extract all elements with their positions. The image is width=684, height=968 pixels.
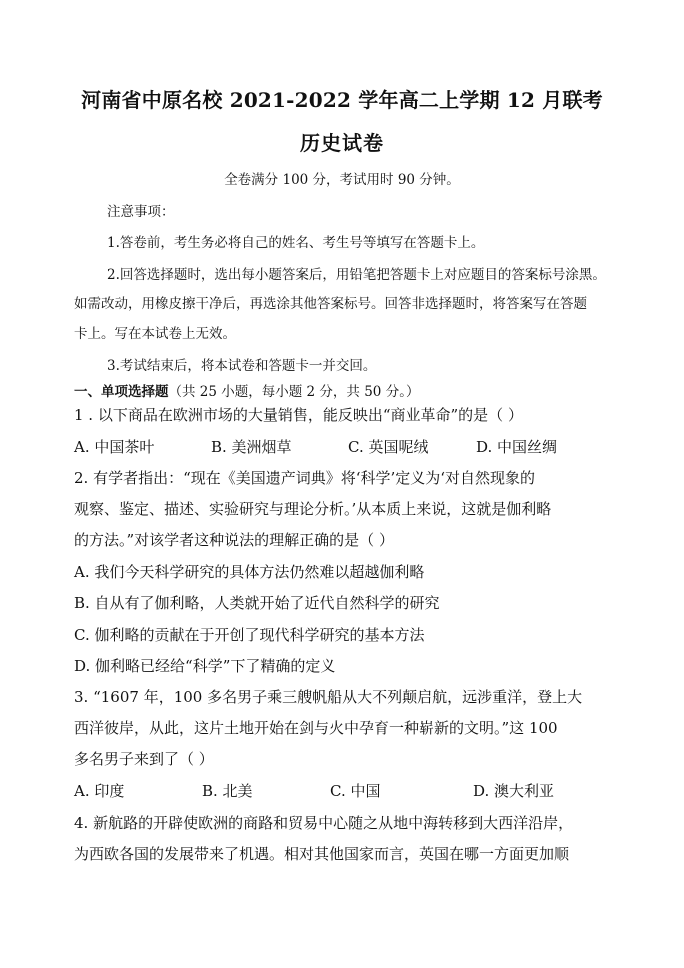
question-2-line-3: 的方法。”对该学者这种说法的理解正确的是（ ） — [74, 531, 394, 549]
notice-item-2-line-2: 如需改动，用橡皮擦干净后，再选涂其他答案标号。回答非选择题时，将答案写在答题 — [74, 296, 587, 312]
notice-item-2-line-1: 2.回答选择题时，选出每小题答案后，用铅笔把答题卡上对应题目的答案标号涂黑。 — [107, 267, 606, 283]
question-2-line-2: 观察、鉴定、描述、实验研究与理论分析。’从本质上来说，这就是伽利略 — [74, 500, 552, 518]
notice-item-2-line-3: 卡上。写在本试卷上无效。 — [74, 326, 236, 342]
section-heading — [74, 380, 419, 400]
question-3-line-2: 西洋彼岸，从此，这片土地开始在剑与火中孕育一种崭新的文明。”这 100 — [74, 719, 558, 737]
question-3-option-d: D. 澳大利亚 — [473, 782, 555, 800]
notice-item-1: 1.答卷前，考生务必将自己的姓名、考生号等填写在答题卡上。 — [107, 235, 485, 251]
question-2-option-c: C. 伽利略的贡献在于开创了现代科学研究的基本方法 — [74, 626, 425, 644]
question-2-option-a: A. 我们今天科学研究的具体方法仍然难以超越伽利略 — [74, 563, 425, 581]
question-1-options — [74, 436, 557, 457]
question-2-line-1: 2. 有学者指出：“现在《美国遗产词典》将‘科学’定义为‘对自然现象的 — [74, 469, 536, 487]
question-4-line-1: 4. 新航路的开辟使欧洲的商路和贸易中心随之从地中海转移到大西洋沿岸， — [74, 814, 574, 832]
question-3-line-1: 3. “1607 年，100 多名男子乘三艘帆船从大不列颠启航，远涉重洋，登上大 — [74, 688, 583, 706]
question-1-option-a: A. 中国茶叶 — [74, 438, 155, 456]
notice-item-3: 3.考试结束后，将本试卷和答题卡一并交回。 — [107, 358, 377, 374]
question-4-line-2: 为西欧各国的发展带来了机遇。相对其他国家而言，英国在哪一方面更加顺 — [74, 845, 570, 863]
question-3-options — [74, 780, 554, 801]
section-desc: （共 25 小题，每小题 2 分，共 50 分。） — [168, 384, 420, 400]
question-3-option-c: C. 中国 — [330, 782, 381, 800]
exam-info: 全卷满分 100 分，考试用时 90 分钟。 — [224, 172, 460, 188]
question-1-stem: 1 . 以下商品在欧洲市场的大量销售，能反映出“商业革命”的是（ ） — [74, 406, 523, 424]
exam-title: 河南省中原名校 2021-2022 学年高二上学期 12 月联考 — [81, 88, 603, 112]
question-3-option-b: B. 北美 — [202, 782, 253, 800]
notice-heading: 注意事项： — [107, 204, 175, 220]
question-2-option-b: B. 自从有了伽利略，人类就开始了近代自然科学的研究 — [74, 594, 440, 612]
section-label: 一、单项选择题 — [74, 384, 169, 400]
question-1-option-c: C. 英国呢绒 — [348, 438, 429, 456]
exam-subtitle: 历史试卷 — [300, 131, 384, 155]
question-2-option-d: D. 伽利略已经给“科学”下了精确的定义 — [74, 657, 336, 675]
question-3-option-a: A. 印度 — [74, 782, 125, 800]
question-3-line-3: 多名男子来到了（ ） — [74, 750, 214, 768]
question-1-option-d: D. 中国丝绸 — [476, 438, 558, 456]
question-1-option-b: B. 美洲烟草 — [211, 438, 292, 456]
